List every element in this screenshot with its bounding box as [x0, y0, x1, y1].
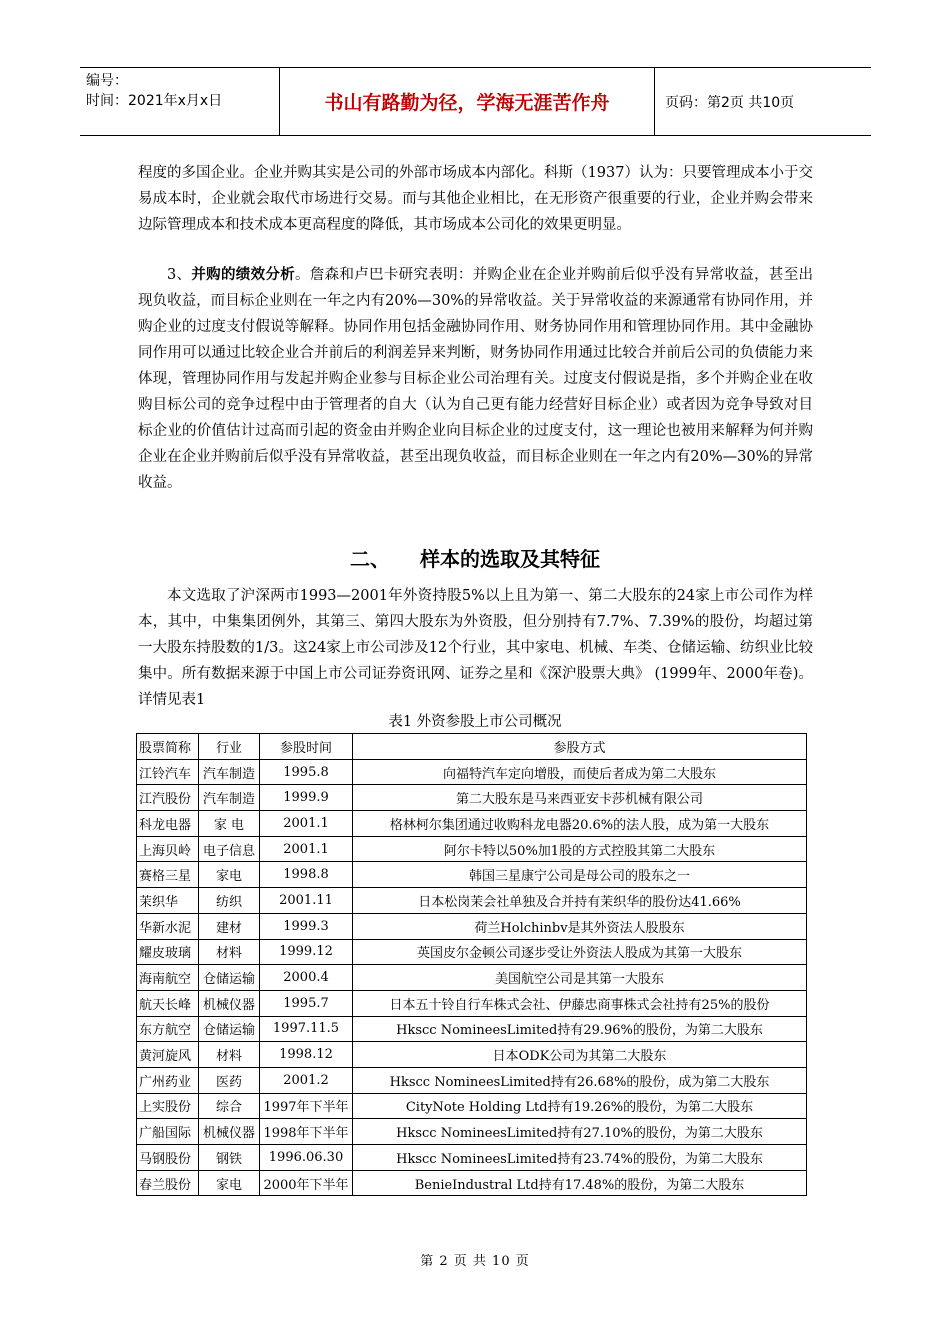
- table-cell: 2001.2: [260, 1067, 353, 1093]
- table-cell: 阿尔卡特以50%加1股的方式控股其第二大股东: [353, 836, 807, 862]
- table-row: [137, 1145, 807, 1171]
- table-cell: 家 电: [199, 811, 260, 837]
- table-cell: 医药: [199, 1067, 260, 1093]
- table-cell: 江汽股份: [137, 785, 199, 811]
- paragraph-2-text: 。詹森和卢巴卡研究表明：并购企业在企业并购前后似乎没有异常收益，甚至出现负收益，而目标企业则在一年之内有20%—30%的异常收益。关于异常收益的来源通常有协同作用，并购企业的过度支付假说等解释。协同作用包括金融协同作用、财务协同作用和管理协同作用。其中金融协同作用可以通过比较企业合并前后的利润差异来判断，财务协同作用通过比较合并前后公司的负债能力来体现，管理协同作用与发起并购企业参与目标企业公司治理有关。过度支付假说是指，多个并购企业在收购目标公司的竞争过程中由于管理者的自大（认为自己更有能力经营好目标企业）或者因为竞争导致对目标企业的价值估计过高而引起的资金由并购企业向目标企业的过度支付，这一理论也被用来解释为何并购企业在企业并购前后似乎没有异常收益，甚至出现负收益，而目标企业则在一年之内有20%—30%的异常收益。: [138, 267, 814, 491]
- table-cell: 黄河旋风: [137, 1042, 199, 1068]
- header-page-info: 页码：第2页 共10页: [665, 94, 795, 111]
- table-cell: 1995.7: [260, 990, 353, 1016]
- table-cell: 1999.12: [260, 939, 353, 965]
- table-header-cell: 行业: [199, 734, 260, 760]
- table-cell: 上海贝岭: [137, 836, 199, 862]
- table-row: [137, 965, 807, 991]
- table-cell: 材料: [199, 1042, 260, 1068]
- table-cell: 耀皮玻璃: [137, 939, 199, 965]
- table-cell: 1998.8: [260, 862, 353, 888]
- table-cell: 格林柯尔集团通过收购科龙电器20.6%的法人股，成为第一大股东: [353, 811, 807, 837]
- table-header-cell: 股票简称: [137, 734, 199, 760]
- table-row: [137, 1093, 807, 1119]
- table-header-cell: 参股方式: [353, 734, 807, 760]
- table-cell: 2000.4: [260, 965, 353, 991]
- section-number: 二、: [350, 547, 390, 571]
- paragraph-1: 程度的多国企业。企业并购其实是公司的外部市场成本内部化。科斯（1937）认为：只要管理成本小于交易成本时，企业就会取代市场进行交易。而与其他企业相比，在无形资产很重要的行业，企业并购会带来边际管理成本和技术成本更高程度的降低，其市场成本公司化的效果更明显。: [138, 165, 813, 233]
- table-row: [137, 990, 807, 1016]
- page-header: [80, 67, 871, 136]
- table-row: [137, 862, 807, 888]
- table-cell: 第二大股东是马来西亚安卡莎机械有限公司: [353, 785, 807, 811]
- table-row: [137, 811, 807, 837]
- table-cell: 茉织华: [137, 888, 199, 914]
- paragraph-2-heading: 并购的绩效分析: [191, 266, 296, 283]
- table-cell: 纺织: [199, 888, 260, 914]
- table-cell: 日本ODK公司为其第二大股东: [353, 1042, 807, 1068]
- table-cell: 广州药业: [137, 1067, 199, 1093]
- table-cell: CityNote Holding Ltd持有19.26%的股份，为第二大股东: [353, 1093, 807, 1119]
- table-cell: 英国皮尔金顿公司逐步受让外资法人股成为其第一大股东: [353, 939, 807, 965]
- table-cell: 综合: [199, 1093, 260, 1119]
- table-cell: Hkscc NomineesLimited持有27.10%的股份，为第二大股东: [353, 1119, 807, 1145]
- table-cell: 仓储运输: [199, 1016, 260, 1042]
- table-cell: 上实股份: [137, 1093, 199, 1119]
- table-cell: 建材: [199, 913, 260, 939]
- table-cell: BenieIndustral Ltd持有17.48%的股份，为第二大股东: [353, 1170, 807, 1196]
- table-cell: 1998.12: [260, 1042, 353, 1068]
- table-cell: 1996.06.30: [260, 1145, 353, 1171]
- table-cell: 电子信息: [199, 836, 260, 862]
- table-cell: 韩国三星康宁公司是母公司的股东之一: [353, 862, 807, 888]
- table-cell: 2001.11: [260, 888, 353, 914]
- table-cell: Hkscc NomineesLimited持有26.68%的股份，成为第二大股东: [353, 1067, 807, 1093]
- header-meta: [80, 68, 280, 135]
- table-cell: 1995.8: [260, 759, 353, 785]
- table-cell: 机械仪器: [199, 990, 260, 1016]
- table-cell: 东方航空: [137, 1016, 199, 1042]
- table-header-row: [137, 734, 807, 760]
- table-row: [137, 1067, 807, 1093]
- table-cell: 2001.1: [260, 836, 353, 862]
- table-cell: 家电: [199, 1170, 260, 1196]
- table-cell: 1997年下半年: [260, 1093, 353, 1119]
- time-label: 时间：2021年x月x日: [86, 93, 223, 109]
- table-cell: 机械仪器: [199, 1119, 260, 1145]
- table-cell: 1999.9: [260, 785, 353, 811]
- table-cell: Hkscc NomineesLimited持有23.74%的股份，为第二大股东: [353, 1145, 807, 1171]
- table-cell: 华新水泥: [137, 913, 199, 939]
- table-cell: 科龙电器: [137, 811, 199, 837]
- table-cell: 航天长峰: [137, 990, 199, 1016]
- table-header-cell: 参股时间: [260, 734, 353, 760]
- table-cell: 春兰股份: [137, 1170, 199, 1196]
- table-cell: 仓储运输: [199, 965, 260, 991]
- table-cell: 美国航空公司是其第一大股东: [353, 965, 807, 991]
- table-cell: 马钢股份: [137, 1145, 199, 1171]
- table-row: [137, 1119, 807, 1145]
- table-cell: 1997.11.5: [260, 1016, 353, 1042]
- table-cell: 广船国际: [137, 1119, 199, 1145]
- table-caption: 表1 外资参股上市公司概况: [388, 714, 562, 730]
- table-cell: 汽车制造: [199, 759, 260, 785]
- table-row: [137, 939, 807, 965]
- table-cell: 海南航空: [137, 965, 199, 991]
- company-table: [136, 733, 807, 1196]
- table-cell: Hkscc NomineesLimited持有29.96%的股份，为第二大股东: [353, 1016, 807, 1042]
- table-row: [137, 1042, 807, 1068]
- table-cell: 1999.3: [260, 913, 353, 939]
- table-cell: 2001.1: [260, 811, 353, 837]
- table-cell: 1998年下半年: [260, 1119, 353, 1145]
- paragraph-2-prefix: 3、: [167, 267, 192, 283]
- table-cell: 2000年下半年: [260, 1170, 353, 1196]
- table-cell: 家电: [199, 862, 260, 888]
- table-row: [137, 759, 807, 785]
- table-row: [137, 1016, 807, 1042]
- table-cell: 汽车制造: [199, 785, 260, 811]
- table-row: [137, 1170, 807, 1196]
- table-cell: 日本五十铃自行车株式会社、伊藤忠商事株式会社持有25%的股份: [353, 990, 807, 1016]
- table-cell: 日本松岗茉会社单独及合并持有茉织华的股份达41.66%: [353, 888, 807, 914]
- section-title: [0, 543, 950, 572]
- table-row: [137, 785, 807, 811]
- table-cell: 江铃汽车: [137, 759, 199, 785]
- table-cell: 向福特汽车定向增股，而使后者成为第二大股东: [353, 759, 807, 785]
- page-footer: 第 2 页 共 10 页: [420, 1254, 530, 1269]
- paragraph-2: [138, 262, 813, 496]
- table-cell: 材料: [199, 939, 260, 965]
- table-cell: 赛格三星: [137, 862, 199, 888]
- table-row: [137, 888, 807, 914]
- table-row: [137, 913, 807, 939]
- section-heading: 样本的选取及其特征: [420, 547, 600, 571]
- table-row: [137, 836, 807, 862]
- table-cell: 钢铁: [199, 1145, 260, 1171]
- table-cell: 荷兰Holchinbv是其外资法人股股东: [353, 913, 807, 939]
- paragraph-3: 本文选取了沪深两市1993—2001年外资持股5%以上且为第一、第二大股东的24家上市公司作为样本，其中，中集集团例外，其第三、第四大股东为外资股，但分别持有7.7%、7.39%的股份，均超过第一大股东持股数的1/3。这24家上市公司涉及12个行业，其中家电、机械、车类、仓储运输、纺织业比较集中。所有数据来源于中国上市公司证券资讯网、证券之星和《深沪股票大典》 (1999年、2000年卷)。详情见表1: [138, 588, 813, 708]
- header-motto: 书山有路勤为径，学海无涯苦作舟: [280, 68, 655, 135]
- number-label: 编号：: [86, 73, 128, 89]
